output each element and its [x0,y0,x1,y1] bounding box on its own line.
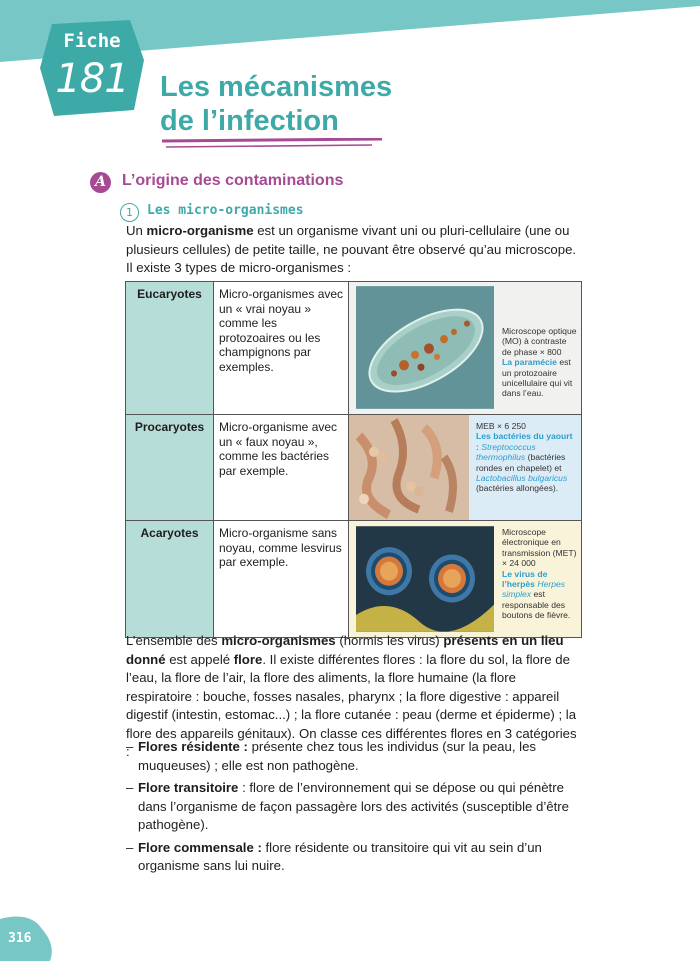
type-name-cell: Acaryotes [126,521,214,638]
list-item: – Flore transitoire : flore de l’environnement qui se dépose ou qui pénètre dans l’organisme de façon passagère lors des activités (susceptible d’être pathogène). [126,779,586,835]
intro-paragraph: Un micro-organisme est un organisme vivant uni ou pluri-cellulaire (une ou plusieurs cellules) de petite taille, ne pouvant être observé qu’au microscope. Il existe 3 types de micro-organismes : [126,223,577,275]
paramecium-caption: Microscope optique (MO) à contraste de phase × 800 La paramécie est un protozoaire unicellulaire qui vit dans l’eau. [502,326,577,399]
type-description-cell: Micro-organismes avec un « vrai noyau » comme les protozoaires ou les champignons par exemples. [214,282,349,415]
list-item: – Flores résidente : présente chez tous les individus (sur la peau, les muqueuses) ; elle est non pathogène. [126,738,586,775]
type-description-cell: Micro-organisme sans noyau, comme lesvirus par exemple. [214,521,349,638]
subsection-number: 1 [120,203,139,222]
title-underline [162,138,384,152]
bacteria-image-cell [349,415,582,521]
flora-categories-list [126,738,586,880]
table-row [126,415,582,521]
micro-organism-types-table [125,281,582,638]
subsection-title: Les micro-organismes [147,203,304,218]
paramecium-image-cell [349,282,582,415]
type-description-cell: Micro-organisme avec un « faux noyau », comme les bactéries par exemple. [214,415,349,521]
herpes-caption: Microscope électronique en transmission (MET) × 24 000 Le virus de l’herpès Herpes simplex est responsable des boutons de fièvre. [502,527,577,621]
flora-paragraph: L’ensemble des micro-organismes (hormis les virus) présents en un lieu donné est appelé flore. Il existe différentes flores : la flore du sol, la flore de l’eau, la flore de l’air, la flore des aliments, la flore humaine (la flore respiratoire : bouche, fosses nasales, pharynx ; la flore digestive : appareil digestif (intestin, estomac...) ; la flore cutanée : peau (derme et épiderme) ; la flore des appareils génitaux). On classe ces différentes flores en 3 catégories : [126,633,577,759]
bacteria-caption: MEB × 6 250 Les bactéries du yaourt : Streptococcus thermophilus (bactéries rondes en chapelet) et Lactobacillus bulgaricus (bactéries allongées). [476,421,573,494]
herpes-virus-image-cell [349,521,582,638]
table-row [126,521,582,638]
fiche-number: 181 [55,56,129,102]
type-name-cell: Procaryotes [126,415,214,521]
list-item: – Flore commensale : flore résidente ou transitoire qui vit au sein d’un organisme sans lui nuire. [126,839,586,876]
type-name-cell: Eucaryotes [126,282,214,415]
section-a-title: L’origine des contaminations [122,172,344,189]
page-number: 316 [8,931,32,946]
section-a-badge: A [90,172,111,193]
fiche-label: Fiche [63,30,121,52]
page-title: Les mécanismes de l’infection [160,71,393,137]
table-row [126,282,582,415]
